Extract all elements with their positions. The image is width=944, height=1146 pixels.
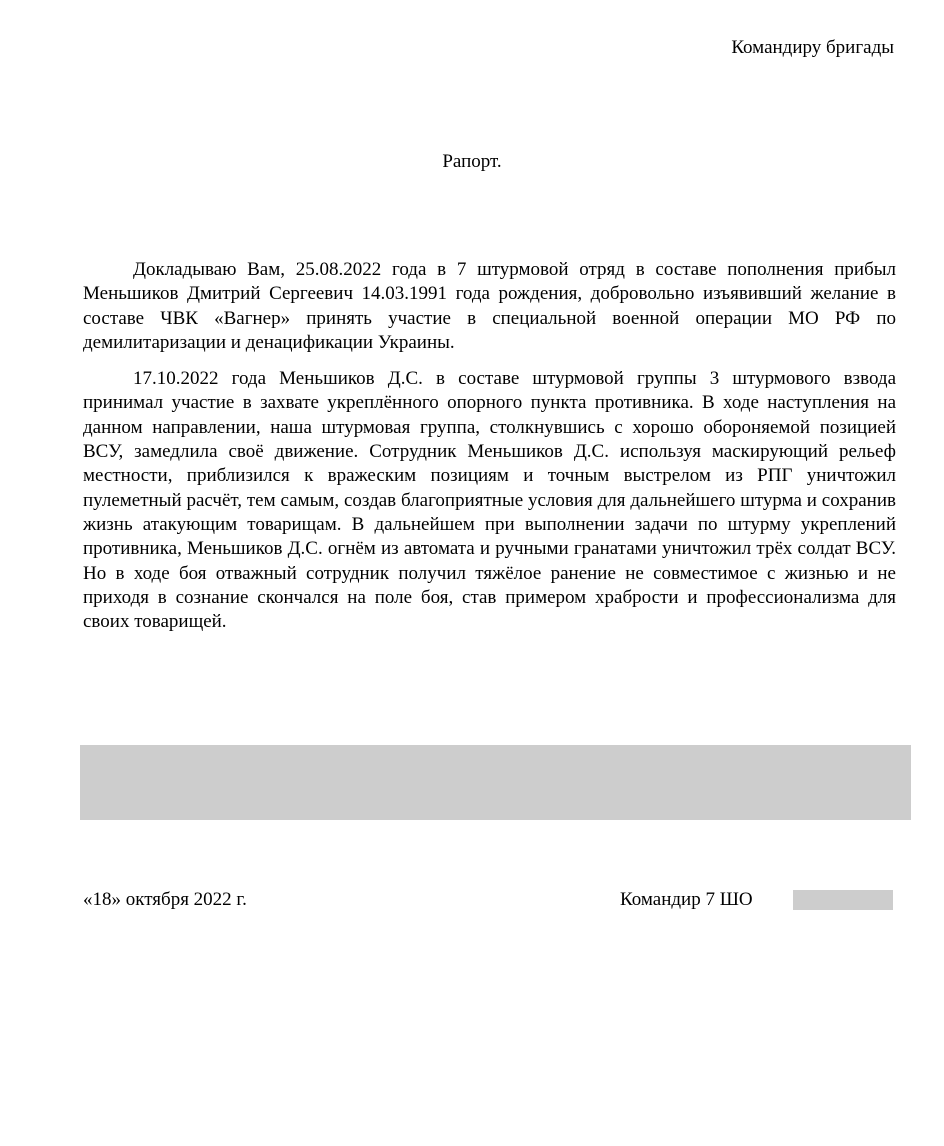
redaction-block bbox=[80, 745, 911, 820]
signature-name-redaction bbox=[793, 890, 893, 910]
report-date: «18» октября 2022 г. bbox=[83, 889, 247, 910]
paragraph-combat: 17.10.2022 года Меньшиков Д.С. в составе штурмовой группы 3 штурмового взвода принимал участие в захвате укреплённого опорного пункта противника. В ходе наступления на данном направлении, наша штурмовая группа, столкнувшись с хорошо обороняемой позицией ВСУ, замедлила своё движение. Сотрудник Меньшиков Д.С. используя маскирующий рельеф местности, приблизился к вражеским позициям и точным выстрелом из РПГ уничтожил пулеметный расчёт, тем самым, создав благоприятные условия для дальнейшего штурма и сохранив жизнь атакующим товарищам. В дальнейшем при выполнении задачи по штурму укреплений противника, Меньшиков Д.С. огнём из автомата и ручными гранатами уничтожил трёх солдат ВСУ. Но в ходе боя отважный сотрудник получил тяжёлое ранение не совместимое с жизнью и не приходя в сознание скончался на поле боя, став примером храбрости и профессионализма для своих товарищей. bbox=[83, 368, 896, 633]
addressee: Командиру бригады bbox=[731, 37, 894, 58]
paragraph-arrival: Докладываю Вам, 25.08.2022 года в 7 штурмовой отряд в составе пополнения прибыл Меньшиков Дмитрий Сергеевич 14.03.1991 года рождения, добровольно изъявивший желание в составе ЧВК «Вагнер» принять участие в специальной военной операции МО РФ по демилитаризации и денацификации Украины. bbox=[83, 259, 896, 353]
report-body bbox=[83, 258, 896, 634]
document-title: Рапорт. bbox=[442, 151, 502, 172]
signature-title: Командир 7 ШО bbox=[620, 889, 753, 910]
